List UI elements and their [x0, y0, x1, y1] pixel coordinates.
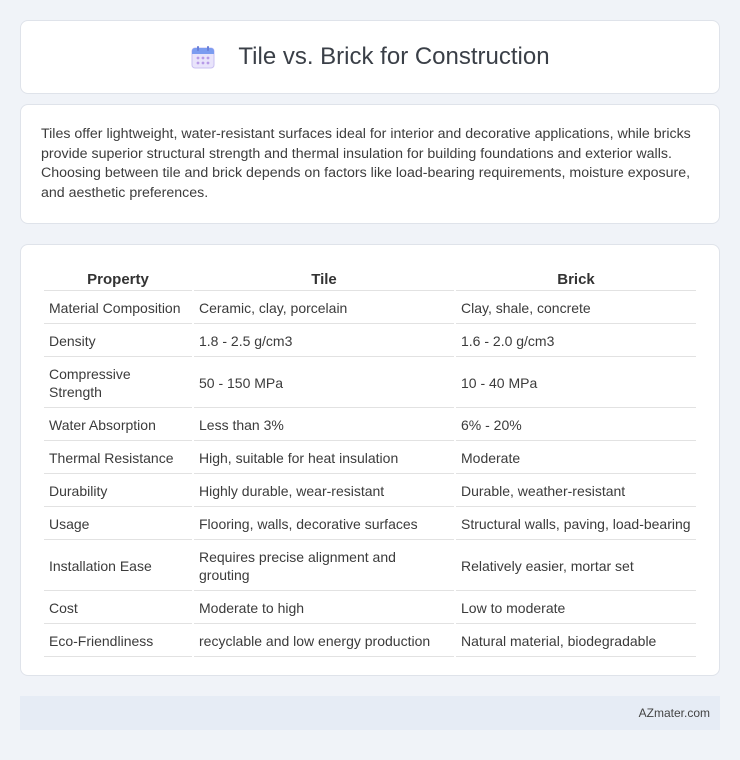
- summary-text: Tiles offer lightweight, water-resistant surfaces ideal for interior and decorative applications, while bricks provide superior structural strength and thermal insulation for building foundations and exterior walls. Choosing between tile and brick depends on factors like load-bearing requirements, moisture exposure, and aesthetic preferences.: [41, 126, 691, 201]
- table-row: [44, 626, 696, 657]
- brick-cell: Durable, weather-resistant: [456, 476, 696, 507]
- brick-cell: 6% - 20%: [456, 410, 696, 441]
- property-cell: Thermal Resistance: [44, 443, 192, 474]
- table-row: [44, 326, 696, 357]
- table-header-row: [44, 267, 696, 291]
- comparison-table: [42, 265, 698, 659]
- tile-cell: recyclable and low energy production: [194, 626, 454, 657]
- table-row: [44, 476, 696, 507]
- table-row: [44, 293, 696, 324]
- table-row: [44, 359, 696, 408]
- property-cell: Density: [44, 326, 192, 357]
- property-cell: Usage: [44, 509, 192, 540]
- tile-cell: 50 - 150 MPa: [194, 359, 454, 408]
- title-card: [20, 20, 720, 94]
- property-cell: Cost: [44, 593, 192, 624]
- page-title: Tile vs. Brick for Construction: [238, 43, 550, 70]
- tile-cell: Less than 3%: [194, 410, 454, 441]
- property-cell: Durability: [44, 476, 192, 507]
- tile-cell: Ceramic, clay, porcelain: [194, 293, 454, 324]
- brick-cell: Low to moderate: [456, 593, 696, 624]
- property-cell: Water Absorption: [44, 410, 192, 441]
- table-row: [44, 593, 696, 624]
- brick-cell: 1.6 - 2.0 g/cm3: [456, 326, 696, 357]
- calendar-icon: [190, 44, 216, 70]
- tile-cell: Moderate to high: [194, 593, 454, 624]
- tile-cell: High, suitable for heat insulation: [194, 443, 454, 474]
- table-row: [44, 542, 696, 591]
- table-row: [44, 443, 696, 474]
- property-cell: Eco-Friendliness: [44, 626, 192, 657]
- column-header-property: Property: [44, 267, 192, 291]
- brick-cell: Natural material, biodegradable: [456, 626, 696, 657]
- brick-cell: Clay, shale, concrete: [456, 293, 696, 324]
- brick-cell: Moderate: [456, 443, 696, 474]
- footer-brand: AZmater.com: [638, 706, 710, 720]
- table-row: [44, 410, 696, 441]
- tile-cell: 1.8 - 2.5 g/cm3: [194, 326, 454, 357]
- column-header-tile: Tile: [194, 267, 454, 291]
- tile-cell: Requires precise alignment and grouting: [194, 542, 454, 591]
- brick-cell: 10 - 40 MPa: [456, 359, 696, 408]
- column-header-brick: Brick: [456, 267, 696, 291]
- property-cell: Installation Ease: [44, 542, 192, 591]
- table-row: [44, 509, 696, 540]
- brick-cell: Relatively easier, mortar set: [456, 542, 696, 591]
- summary-card: [20, 104, 720, 224]
- brick-cell: Structural walls, paving, load-bearing: [456, 509, 696, 540]
- tile-cell: Flooring, walls, decorative surfaces: [194, 509, 454, 540]
- comparison-table-card: [20, 244, 720, 676]
- footer-bar: [20, 696, 720, 730]
- property-cell: Material Composition: [44, 293, 192, 324]
- tile-cell: Highly durable, wear-resistant: [194, 476, 454, 507]
- property-cell: Compressive Strength: [44, 359, 192, 408]
